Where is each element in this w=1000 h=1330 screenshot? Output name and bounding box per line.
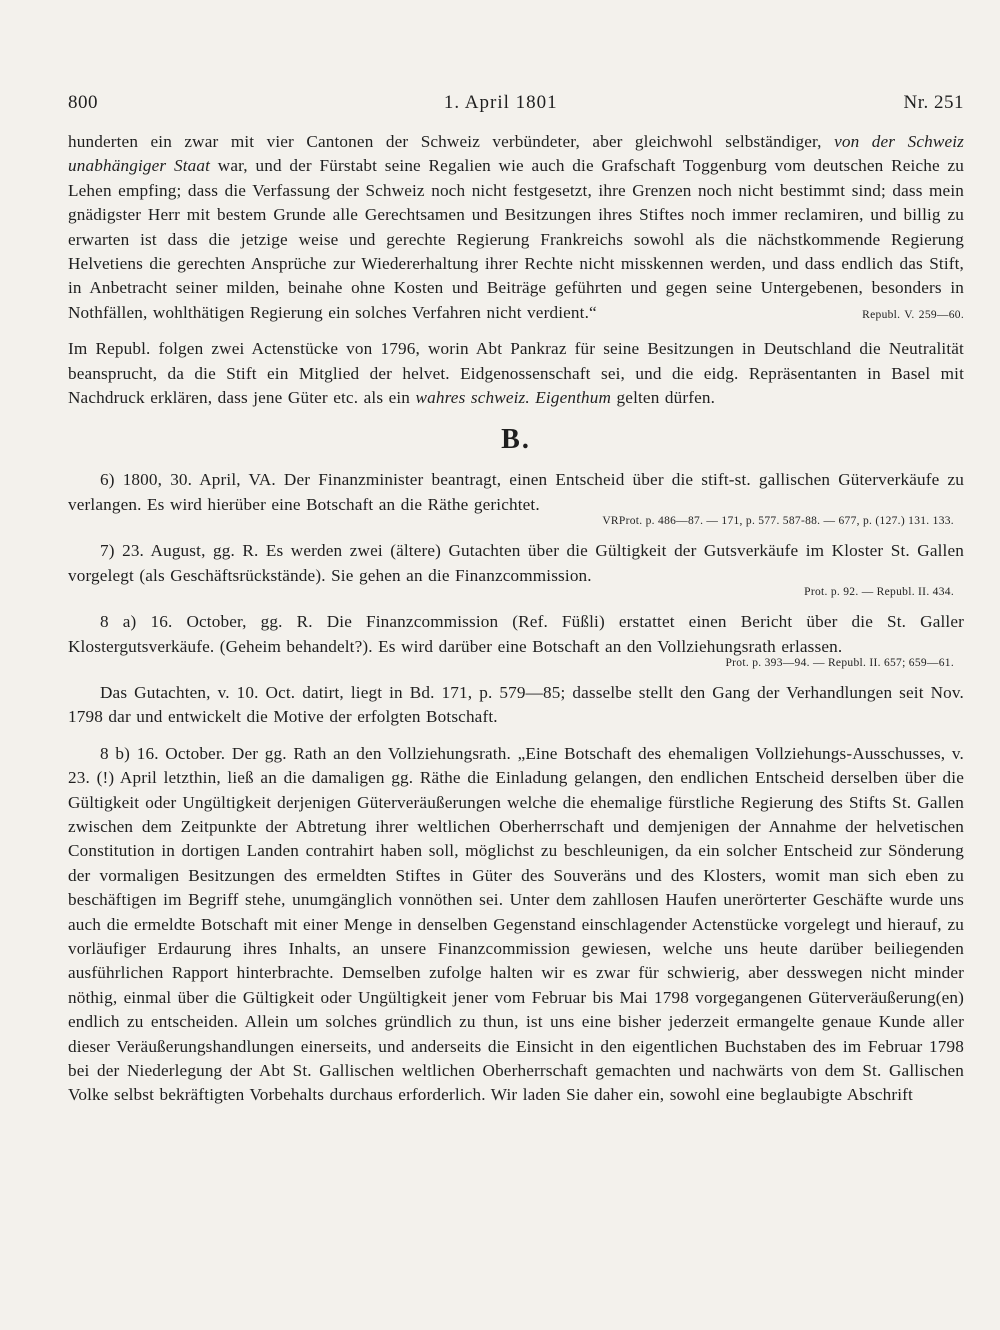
document-page [68, 92, 964, 1108]
p1-text-b: war, und der Fürstabt seine Regalien wie auch die Grafschaft Toggenburg vom deutschen Reiche zu Lehen empfing; dass die Verfassung der Schweiz noch nicht festgesetzt, ihre Grenzen noch nicht bestimmt sind; dass mein gnädigster Herr mit bestem Grunde alle Gerechtsamen und Besitzungen ihres Stiftes noch immer reclamiren, und billig zu erwarten ist dass die jetzige weise und gerechte Regierung Frankreichs sowohl als die nächstkommende Regierung Helvetiens die gerechten Ansprüche zur Wiedererhaltung ihrer Rechte nicht misskennen werden, und dass endlich das Stift, in Anbetracht seiner milden, beinahe ohne Kosten und Beiträge geführten und gegen seine Untergebenen, besonders in Nothfällen, wohlthätigen Regierung ein solches Verfahren nicht verdient.“ [68, 156, 964, 322]
p1-text-a: hunderten ein zwar mit vier Cantonen der Schweiz verbündeter, aber gleichwohl selbständiger, [68, 132, 822, 151]
entry-7-text: 7) 23. August, gg. R. Es werden zwei (ältere) Gutachten über die Gültigkeit der Gutsverkäufe im Kloster St. Gallen vorgelegt (als Geschäftsrückstände). Sie gehen an die Finanzcommission. [68, 541, 964, 585]
document-number: Nr. 251 [903, 92, 964, 113]
running-head [68, 92, 964, 120]
entry-8b [68, 742, 964, 1108]
entry-6 [68, 468, 964, 527]
paragraph-republ [68, 337, 964, 410]
p2-text-a: Im Republ. folgen zwei Actenstücke von 1796, worin Abt Pankraz für seine Besitzungen in Deutschland die Neutralität beansprucht, da die Stift ein Mitglied der helvet. Eidgenossenschaft sei, und die eidg. Repräsentanten in Basel mit Nachdruck erklären, dass jene Güter etc. als ein [68, 339, 964, 408]
header-date: 1. April 1801 [443, 92, 558, 113]
entry-6-reference: VRProt. p. 486—87. — 171, p. 577. 587-88. — 677, p. (127.) 131. 133. [602, 515, 954, 528]
entry-7-reference: Prot. p. 92. — Republ. II. 434. [804, 586, 954, 599]
p2-italic: wahres schweiz. Eigenthum [415, 388, 612, 408]
p2-text-b: gelten dürfen. [616, 388, 716, 408]
entry-8a-text: 8 a) 16. October, gg. R. Die Finanzcommission (Ref. Füßli) erstattet einen Bericht über die St. Galler Klostergutsverkäufe. (Geheim behandelt?). Es wird darüber eine Botschaft an den Vollziehungsrath erlassen. [68, 612, 964, 656]
entry-6-text: 6) 1800, 30. April, VA. Der Finanzminister beantragt, einen Entscheid über die stift-st. gallischen Güterverkäufe zu verlangen. Es wird hierüber eine Botschaft an die Räthe gerichtet. [68, 470, 964, 514]
entry-8b-text: 8 b) 16. October. Der gg. Rath an den Vollziehungsrath. „Eine Botschaft des ehemaligen Vollziehungs-Ausschusses, v. 23. (!) April letzthin, ließ an die damaligen gg. Räthe die Einladung gelangen, den endlichen Entscheid derselben über die Gültigkeit oder Ungültigkeit derjenigen Güterveräußerungen welche die ehemalige fürstliche Regierung des Stifts St. Gallen zwischen dem Zeitpunkte der Abtretung ihrer weltlichen Oberherrschaft und demjenigen der Annahme der helvetischen Constitution in dortigen Landen contrahirt haben soll, möglichst zu beschleunigen, da ein solcher Entscheid zur Sönderung der vormaligen Besitzungen des ermeldten Stiftes in Güter des Souveräns und des Klosters, womit man sich eben zu beschäftigen im Begriff stehe, unumgänglich vonnöthen sei. Unter dem zahllosen Haufen unerörterter Geschäfte wurde uns auch die ermeldte Botschaft mit einer Menge in denselben Gegenstand einschlagender Actenstücke vorgelegt und hierauf, zu vorläufiger Erdaurung ihres Inhalts, an unsere Finanzcommission gewiesen, welche uns heute darüber beiliegenden ausführlichen Rapport hinterbrachte. Demselben zufolge halten wir es zwar für schwierig, aber desswegen nicht minder nöthig, einmal über die Gültigkeit oder Ungültigkeit jener vom Februar bis Mai 1798 vorgegangenen Güterveräußerung(en) endlich zu entscheiden. Allein um solches gründlich zu thun, ist uns eine bisher jederzeit ermangelte genaue Kunde aller dieser Veräußerungshandlungen einerseits, und anderseits die Einsicht in den eigentlichen Buchstaben des im Februar 1798 bei der Niederlegung der Abt St. Gallischen weltlichen Oberherrschaft gemachten und nachwärts von dem St. Gallischen Volke selbst bekräftigten Vorbehalts durchaus erforderlich. Wir laden Sie daher ein, sowohl eine beglaubigte Abschrift [68, 743, 964, 1105]
paragraph-continuation [68, 130, 964, 325]
gutachten-text: Das Gutachten, v. 10. Oct. datirt, liegt in Bd. 171, p. 579—85; dasselbe stellt den Gang der Verhandlungen seit Nov. 1798 dar und entwickelt die Motive der erfolgten Botschaft. [68, 682, 964, 727]
p1-italic: von der Schweiz unabhängiger Staat [68, 132, 964, 176]
entry-8a [68, 610, 964, 669]
entry-7 [68, 539, 964, 598]
paragraph-gutachten [68, 681, 964, 730]
section-heading: B. [501, 424, 531, 456]
page-number: 800 [68, 92, 98, 113]
p1-reference: Republ. V. 259—60. [862, 308, 964, 321]
entry-8a-reference: Prot. p. 393—94. — Republ. II. 657; 659—61. [725, 656, 954, 669]
